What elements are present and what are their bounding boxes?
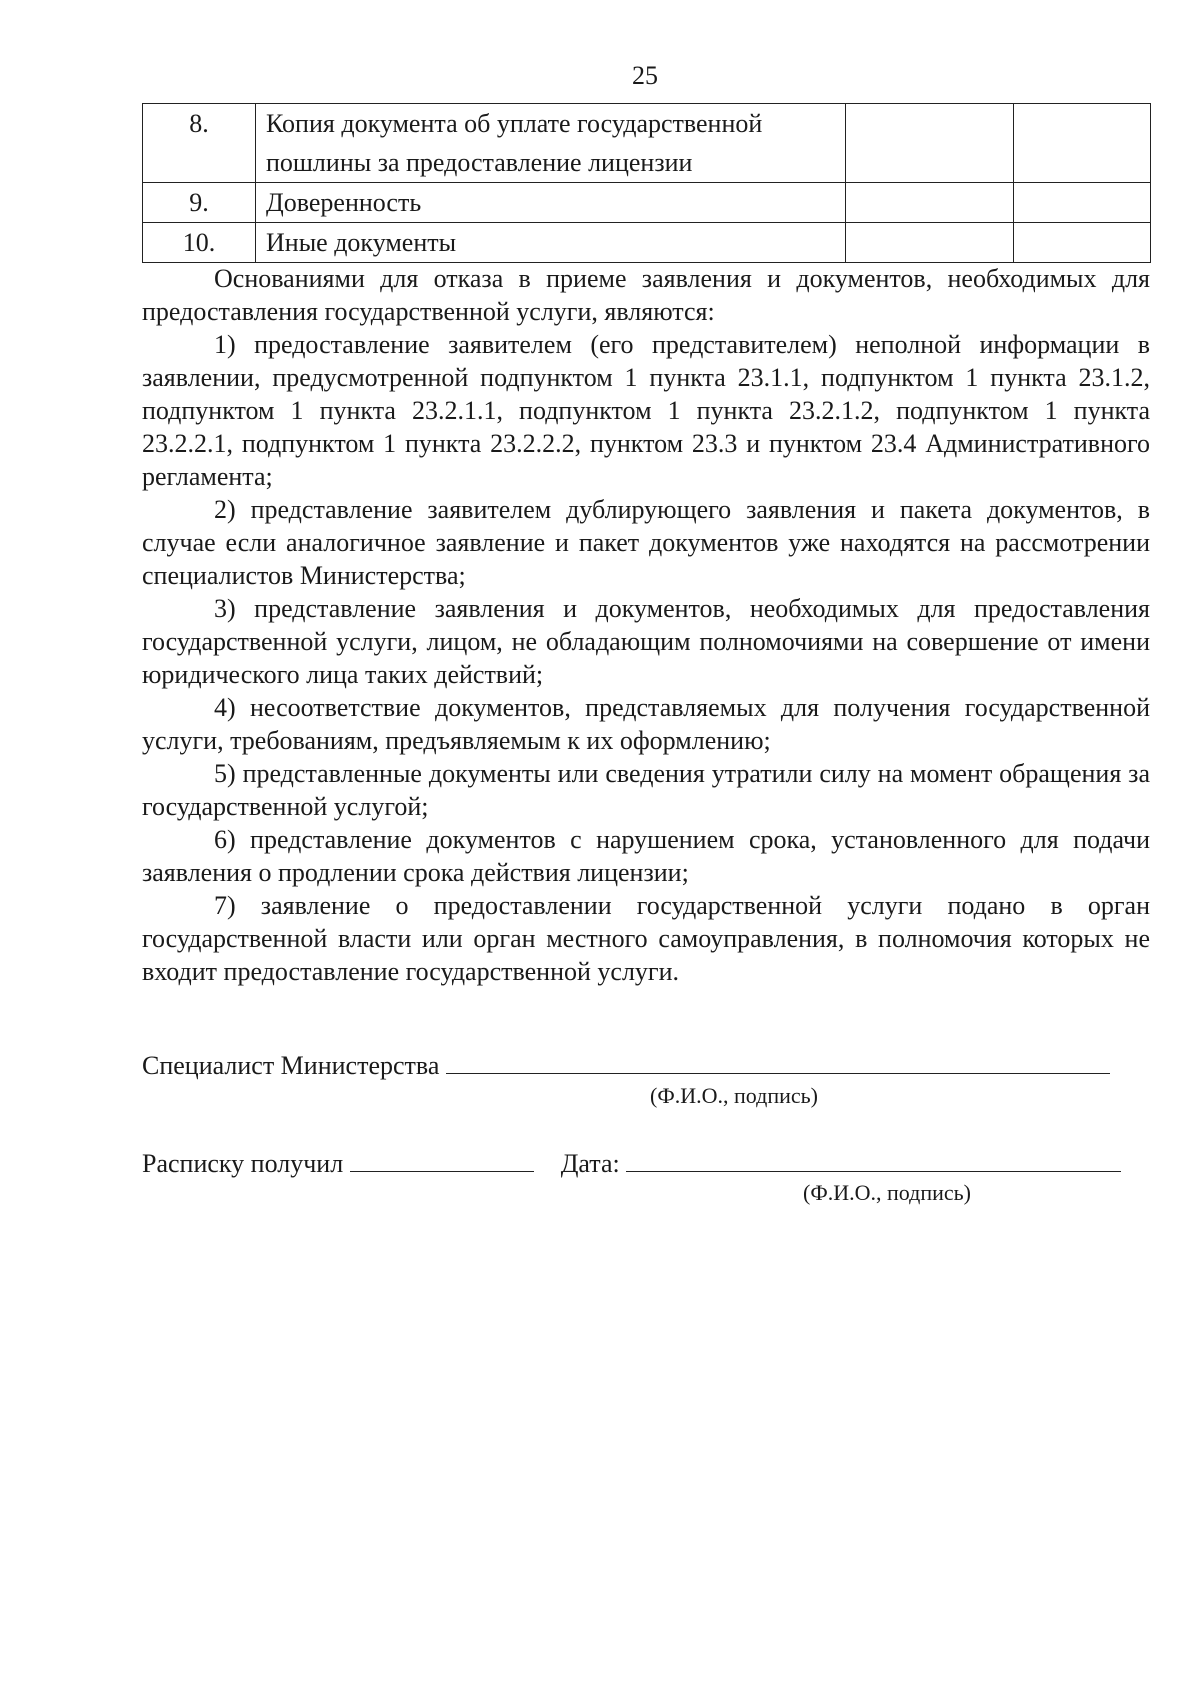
documents-table bbox=[142, 103, 1151, 263]
specialist-signature-line bbox=[142, 1047, 1152, 1082]
receipt-signature-blank bbox=[350, 1145, 534, 1172]
ground-item-5: 5) представленные документы или сведения утратили силу на момент обращения за государственной услугой; bbox=[142, 759, 1150, 821]
receipt-label: Расписку получил bbox=[142, 1149, 344, 1178]
ground-item-2: 2) представление заявителем дублирующего заявления и пакета документов, в случае если аналогичное заявление и пакет документов уже находятся на рассмотрении специалистов Министерства; bbox=[142, 495, 1150, 590]
ground-item-6: 6) представление документов с нарушением срока, установленного для подачи заявления о продлении срока действия лицензии; bbox=[142, 825, 1150, 887]
ground-item-3: 3) представление заявления и документов, необходимых для предоставления государственной услуги, лицом, не обладающим полномочиями на совершение от имени юридического лица таких действий; bbox=[142, 594, 1150, 689]
receipt-hint: (Ф.И.О., подпись) bbox=[803, 1180, 971, 1205]
date-label: Дата: bbox=[560, 1149, 620, 1178]
page-number: 25 bbox=[632, 61, 658, 90]
row-number: 10. bbox=[143, 223, 256, 263]
refusal-grounds-text bbox=[142, 262, 1150, 988]
specialist-hint: (Ф.И.О., подпись) bbox=[650, 1083, 818, 1108]
ground-item-4: 4) несоответствие документов, представляемых для получения государственной услуги, требованиям, предъявляемым к их оформлению; bbox=[142, 693, 1150, 755]
ground-item-7: 7) заявление о предоставлении государственной услуги подано в орган государственной власти или орган местного самоуправления, в полномочия которых не входит предоставление государственной услуги. bbox=[142, 891, 1150, 986]
row-empty-cell bbox=[1014, 104, 1151, 183]
row-number: 8. bbox=[143, 104, 256, 183]
row-number: 9. bbox=[143, 183, 256, 223]
row-document-name: Копия документа об уплате государственной пошлины за предоставление лицензии bbox=[256, 104, 846, 183]
row-document-name: Доверенность bbox=[256, 183, 846, 223]
row-empty-cell bbox=[1014, 183, 1151, 223]
receipt-signature-line bbox=[142, 1145, 1152, 1180]
table-row bbox=[143, 183, 1151, 223]
specialist-signature-blank bbox=[446, 1047, 1110, 1074]
row-empty-cell bbox=[846, 223, 1014, 263]
ground-item-1: 1) предоставление заявителем (его представителем) неполной информации в заявлении, предусмотренной подпунктом 1 пункта 23.1.1, подпунктом 1 пункта 23.1.2, подпунктом 1 пункта 23.2.1.1, подпунктом 1 пункта 23.2.1.2, подпунктом 1 пункта 23.2.2.1, подпунктом 1 пункта 23.2.2.2, пунктом 23.3 и пунктом 23.4 Административного регламента; bbox=[142, 330, 1150, 491]
table-row bbox=[143, 104, 1151, 183]
row-empty-cell bbox=[846, 104, 1014, 183]
row-empty-cell bbox=[846, 183, 1014, 223]
table-row bbox=[143, 223, 1151, 263]
date-blank bbox=[626, 1145, 1121, 1172]
row-document-name: Иные документы bbox=[256, 223, 846, 263]
intro-paragraph: Основаниями для отказа в приеме заявления и документов, необходимых для предоставления государственной услуги, являются: bbox=[142, 264, 1150, 326]
specialist-label: Специалист Министерства bbox=[142, 1051, 440, 1080]
row-empty-cell bbox=[1014, 223, 1151, 263]
